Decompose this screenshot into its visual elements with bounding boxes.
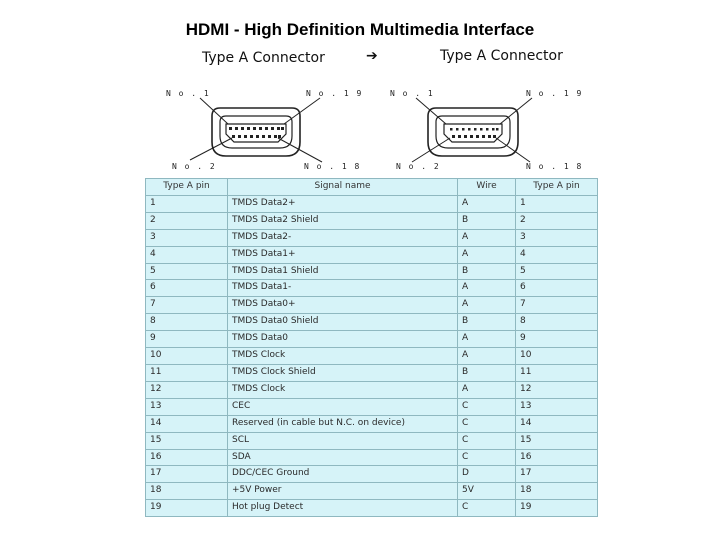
signal-cell: TMDS Clock Shield (228, 364, 458, 381)
pin-cell: 6 (146, 280, 228, 297)
pin-cell: 5 (146, 263, 228, 280)
pin-cell: 18 (146, 483, 228, 500)
signal-cell: DDC/CEC Ground (228, 466, 458, 483)
wire-cell: 5V (458, 483, 516, 500)
table-row (146, 449, 598, 466)
wire-cell: B (458, 314, 516, 331)
pin-cell-2: 15 (516, 432, 598, 449)
table-row (146, 483, 598, 500)
signal-cell: TMDS Data2+ (228, 195, 458, 212)
table-row (146, 263, 598, 280)
pin-cell: 16 (146, 449, 228, 466)
table-row (146, 348, 598, 365)
signal-cell: CEC (228, 398, 458, 415)
pin-cell-2: 13 (516, 398, 598, 415)
slide-title: HDMI - High Definition Multimedia Interface (185, 20, 535, 39)
header-type-a-pin: Type A pin (146, 179, 228, 196)
left-pin2-label: N o . 2 (172, 162, 217, 171)
wire-cell: C (458, 500, 516, 517)
left-pin19-label: N o . 1 9 (306, 89, 363, 98)
signal-cell: TMDS Data1+ (228, 246, 458, 263)
pin-cell: 4 (146, 246, 228, 263)
wire-cell: C (458, 432, 516, 449)
pin-cell-2: 18 (516, 483, 598, 500)
pin-cell: 19 (146, 500, 228, 517)
table-row (146, 314, 598, 331)
pin-cell: 2 (146, 212, 228, 229)
pin-cell-2: 4 (516, 246, 598, 263)
wire-cell: D (458, 466, 516, 483)
table-row (146, 297, 598, 314)
right-pin19-label: N o . 1 9 (526, 89, 583, 98)
wire-cell: A (458, 246, 516, 263)
table-row (146, 398, 598, 415)
right-connector-drawing (380, 44, 580, 176)
right-pin1-label: N o . 1 (390, 89, 435, 98)
table-body (146, 195, 598, 516)
table-row (146, 280, 598, 297)
signal-cell: TMDS Data2- (228, 229, 458, 246)
pin-cell-2: 12 (516, 381, 598, 398)
pin-cell: 11 (146, 364, 228, 381)
wire-cell: C (458, 398, 516, 415)
pin-cell-2: 1 (516, 195, 598, 212)
pin-cell: 9 (146, 331, 228, 348)
table-header (146, 179, 598, 196)
signal-cell: Reserved (in cable but N.C. on device) (228, 415, 458, 432)
connector-diagram (160, 44, 600, 176)
table-row (146, 212, 598, 229)
pin-cell: 1 (146, 195, 228, 212)
wire-cell: B (458, 364, 516, 381)
wire-cell: A (458, 348, 516, 365)
table-row (146, 432, 598, 449)
wire-cell: B (458, 263, 516, 280)
pin-cell: 12 (146, 381, 228, 398)
signal-cell: Hot plug Detect (228, 500, 458, 517)
left-connector-heading: Type A Connector (202, 50, 325, 66)
right-pin2-label: N o . 2 (396, 162, 441, 171)
header-wire: Wire (458, 179, 516, 196)
pin-cell: 14 (146, 415, 228, 432)
left-pin1-label: N o . 1 (166, 89, 211, 98)
right-pin18-label: N o . 1 8 (526, 162, 583, 171)
header-type-a-pin-2: Type A pin (516, 179, 598, 196)
wire-cell: A (458, 195, 516, 212)
signal-cell: SDA (228, 449, 458, 466)
signal-cell: TMDS Data2 Shield (228, 212, 458, 229)
table-row (146, 466, 598, 483)
table-row (146, 195, 598, 212)
table-row (146, 500, 598, 517)
pin-cell-2: 9 (516, 331, 598, 348)
pin-cell: 3 (146, 229, 228, 246)
pin-cell-2: 6 (516, 280, 598, 297)
table-row (146, 229, 598, 246)
pin-cell-2: 11 (516, 364, 598, 381)
left-pin18-label: N o . 1 8 (304, 162, 361, 171)
pin-cell-2: 2 (516, 212, 598, 229)
wire-cell: A (458, 229, 516, 246)
arrow-icon: ➔ (366, 48, 378, 64)
wire-cell: A (458, 297, 516, 314)
pin-cell-2: 14 (516, 415, 598, 432)
signal-cell: SCL (228, 432, 458, 449)
pin-cell-2: 17 (516, 466, 598, 483)
pin-cell-2: 5 (516, 263, 598, 280)
table-row (146, 331, 598, 348)
right-connector-heading: Type A Connector (440, 48, 563, 64)
signal-cell: TMDS Data0 (228, 331, 458, 348)
signal-cell: TMDS Data1 Shield (228, 263, 458, 280)
hdmi-pinout-table (145, 178, 598, 517)
table-row (146, 415, 598, 432)
pin-cell-2: 19 (516, 500, 598, 517)
pin-cell-2: 8 (516, 314, 598, 331)
left-connector-drawing (160, 44, 360, 176)
pin-cell: 10 (146, 348, 228, 365)
wire-cell: A (458, 381, 516, 398)
signal-cell: +5V Power (228, 483, 458, 500)
wire-cell: C (458, 415, 516, 432)
wire-cell: A (458, 331, 516, 348)
signal-cell: TMDS Clock (228, 348, 458, 365)
table-row (146, 364, 598, 381)
table-row (146, 246, 598, 263)
header-signal-name: Signal name (228, 179, 458, 196)
wire-cell: A (458, 280, 516, 297)
pin-cell-2: 10 (516, 348, 598, 365)
wire-cell: B (458, 212, 516, 229)
table-row (146, 381, 598, 398)
signal-cell: TMDS Clock (228, 381, 458, 398)
pin-cell: 17 (146, 466, 228, 483)
pin-cell-2: 7 (516, 297, 598, 314)
pin-cell: 15 (146, 432, 228, 449)
pin-cell-2: 3 (516, 229, 598, 246)
wire-cell: C (458, 449, 516, 466)
pin-cell: 8 (146, 314, 228, 331)
pin-cell: 7 (146, 297, 228, 314)
signal-cell: TMDS Data0+ (228, 297, 458, 314)
pin-cell: 13 (146, 398, 228, 415)
pin-cell-2: 16 (516, 449, 598, 466)
signal-cell: TMDS Data1- (228, 280, 458, 297)
signal-cell: TMDS Data0 Shield (228, 314, 458, 331)
